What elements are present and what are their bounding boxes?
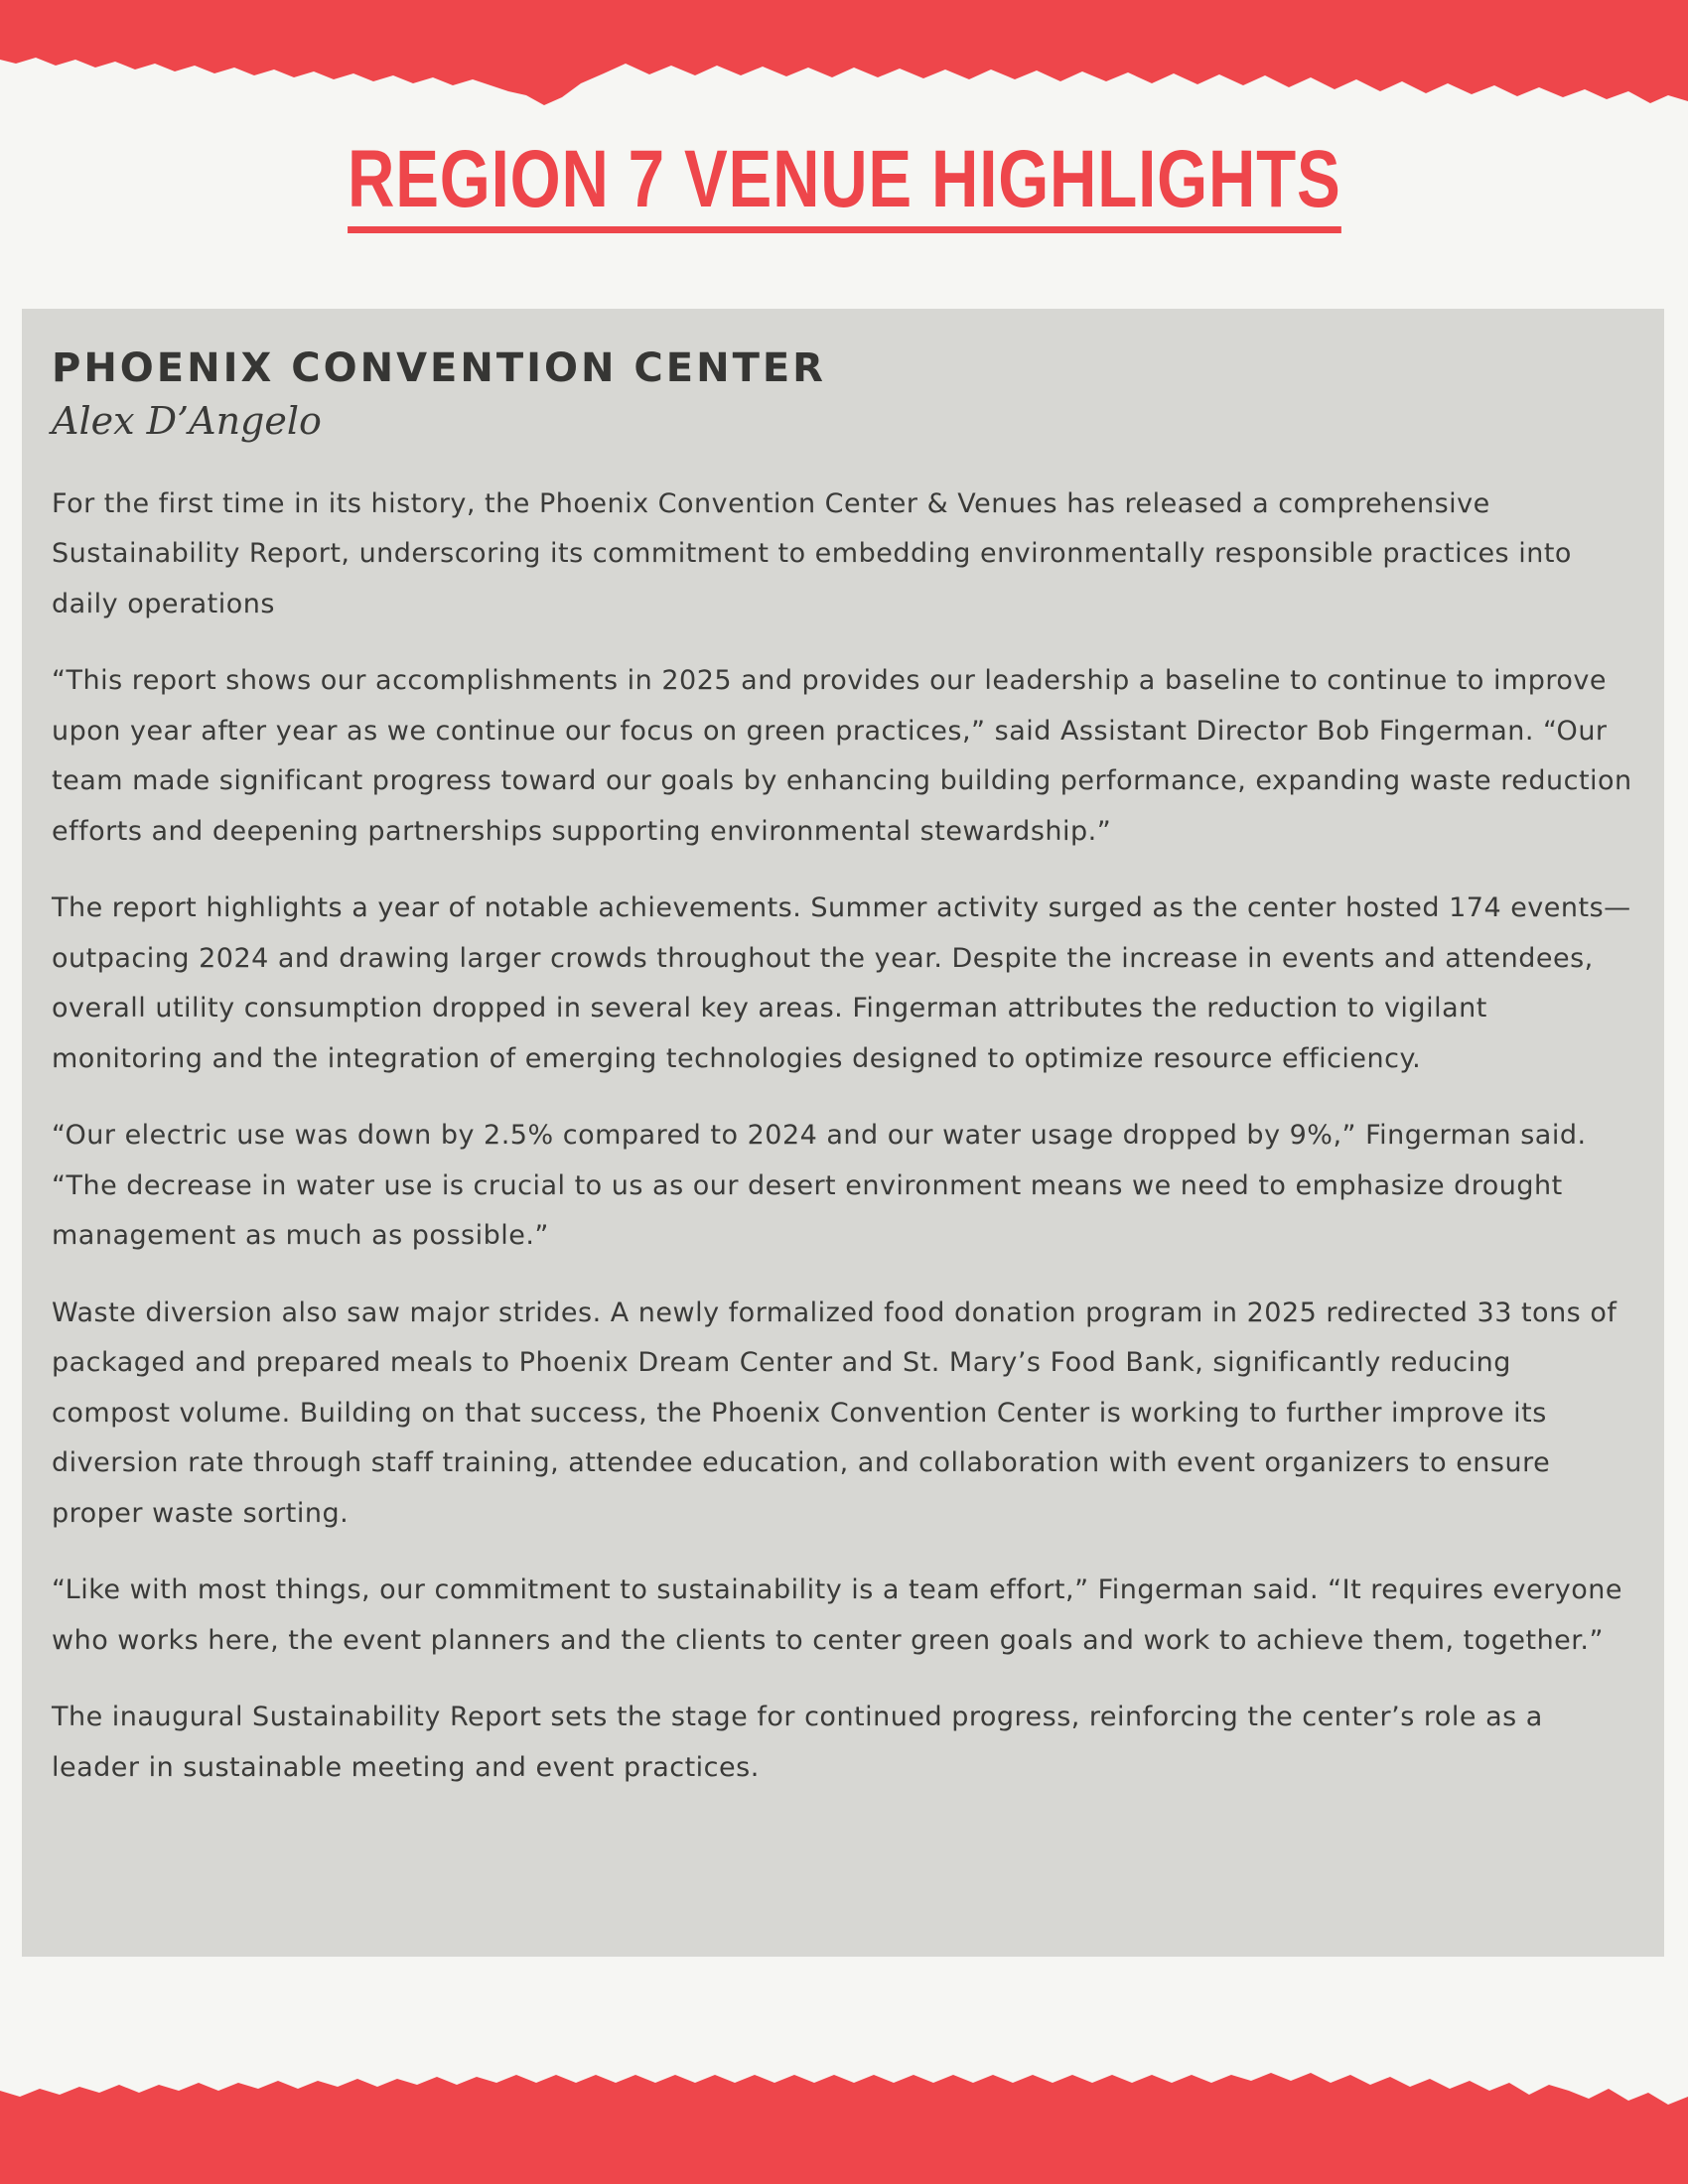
author-byline: Alex D’Angelo bbox=[52, 399, 322, 443]
article-paragraph: “This report shows our accomplishments in 2025 and provides our leadership a baseline to continue to improve upon year after year as we continue our focus on green practices,” said Assistant Director Bob Fingerman. “Our team made significant progress toward our goals by enhancing building performance, expanding waste reduction efforts and deepening partnerships supporting environmental stewardship.” bbox=[52, 665, 1632, 847]
torn-edge-bottom-shape bbox=[0, 2073, 1688, 2184]
torn-paper-bottom-band bbox=[0, 2045, 1688, 2184]
article-body bbox=[52, 479, 1634, 1794]
page-title-text: REGION 7 VENUE HIGHLIGHTS bbox=[348, 139, 1340, 233]
article-paragraph: “Like with most things, our commitment to sustainability is a team effort,” Fingerman said. “It requires everyone who works here, the event planners and the clients to center green goals and work to achieve them, together.” bbox=[52, 1574, 1622, 1656]
article-paragraph: “Our electric use was down by 2.5% compared to 2024 and our water usage dropped by 9%,” Fingerman said. “The decrease in water use is crucial to us as our desert environment means we need to emphasize drought management as much as possible.” bbox=[52, 1120, 1587, 1251]
article-paragraph: The inaugural Sustainability Report sets the stage for continued progress, reinforcing the center’s role as a leader in sustainable meeting and event practices. bbox=[52, 1702, 1543, 1783]
article-card bbox=[22, 309, 1664, 1957]
torn-edge-top-shape bbox=[0, 0, 1688, 105]
venue-heading: PHOENIX CONVENTION CENTER bbox=[52, 345, 826, 391]
article-paragraph: Waste diversion also saw major strides. A newly formalized food donation program in 2025 redirected 33 tons of packaged and prepared meals to Phoenix Dream Center and St. Mary’s Food Bank, significantly reducing compost volume. Building on that success, the Phoenix Convention Center is working to further improve its diversion rate through staff training, attendee education, and collaboration with event organizers to ensure proper waste sorting. bbox=[52, 1297, 1618, 1529]
torn-paper-top-band bbox=[0, 0, 1688, 139]
article-paragraph: For the first time in its history, the Phoenix Convention Center & Venues has released a comprehensive Sustainability Report, underscoring its commitment to embedding environmentally responsible practices into daily operations bbox=[52, 487, 1572, 619]
article-paragraph: The report highlights a year of notable achievements. Summer activity surged as the center hosted 174 events—outpacing 2024 and drawing larger crowds throughout the year. Despite the increase in events and attendees, overall utility consumption dropped in several key areas. Fingerman attributes the reduction to vigilant monitoring and the integration of emerging technologies designed to optimize resource efficiency. bbox=[52, 892, 1631, 1074]
page-title bbox=[0, 134, 1688, 233]
